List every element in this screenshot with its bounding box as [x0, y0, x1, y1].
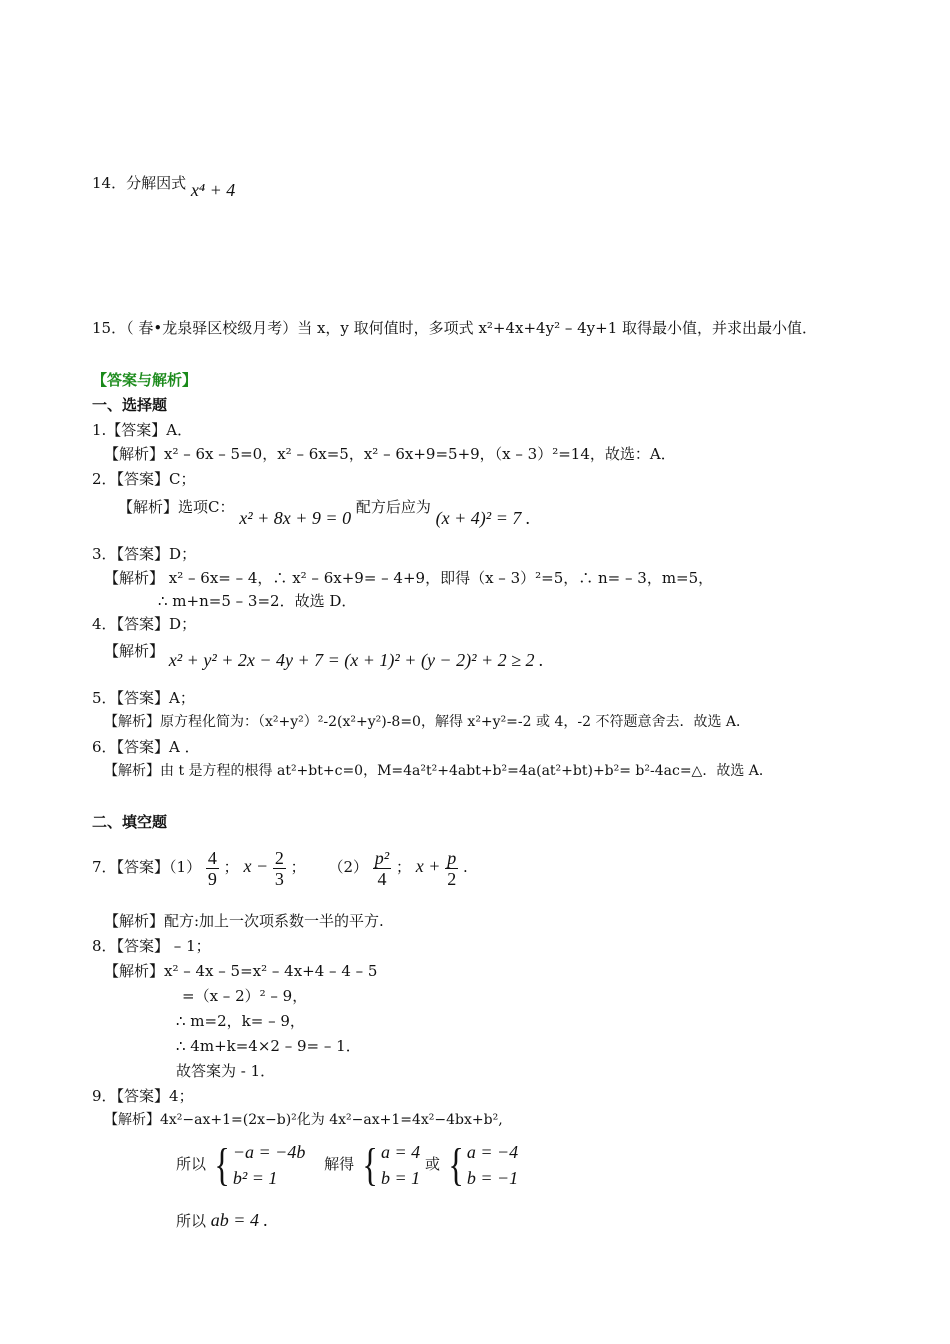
- final-label: 所以: [176, 1212, 207, 1230]
- explanation-3-line2: ∴ m+n=5 – 3=2．故选 D．: [158, 592, 357, 610]
- left-brace: {: [448, 1139, 464, 1190]
- answer-8: 8．【答案】 – 1；: [92, 937, 211, 955]
- answer-1: 1.【答案】A．: [92, 421, 193, 439]
- fraction-4-9: $\frac{4}{9}$: [207, 847, 217, 889]
- explanation-8-line1: 【解析】x² – 4x – 5=x² – 4x+4 – 4 – 5: [104, 962, 378, 980]
- left-brace: {: [214, 1139, 230, 1190]
- answer-4: 4．【答案】D；: [92, 615, 197, 633]
- explanation-9-line1: 【解析】4x²−ax+1=(2x−b)²化为 4x²−ax+1=4x²−4bx+b²,: [104, 1112, 503, 1128]
- answer-9: 9．【答案】4；: [92, 1087, 194, 1105]
- fraction-p2-4: $\frac{\text{p²}}{4}$: [374, 847, 390, 889]
- answer-7: 7．【答案】（1） $\frac{4}{9}$ ； x − $\frac{2}{3}$ ； （2） $\frac{\text{p²}}{4}$ ； x + $\frac{p}{2}$ .: [92, 847, 468, 889]
- answer-5: 5．【答案】A；: [92, 689, 195, 707]
- explanation-5: 【解析】原方程化简为：（x²+y²）²-2(x²+y²)-8=0，解得 x²+y²=-2 或 4，-2 不符题意舍去．故选 A．: [104, 714, 751, 730]
- answer-7-label: 7．【答案】（1）: [92, 858, 202, 876]
- explanation-2: [118, 496, 531, 528]
- explanation-3-line1: 【解析】 x² – 6x= – 4，∴ x² – 6x+9= – 4+9，即得（x – 3）²=5，∴ n= – 3，m=5，: [104, 569, 714, 587]
- section-choice: 一、选择题: [92, 396, 168, 414]
- answer-3: 3．【答案】D；: [92, 545, 197, 563]
- expr-x-minus: x −: [243, 856, 269, 876]
- explanation-8-line2: =（x – 2）² – 9，: [182, 987, 308, 1005]
- explanation-8-line4: ∴ 4m+k=4×2 – 9= – 1．: [176, 1037, 361, 1055]
- explanation-7: 【解析】配方:加上一次项系数一半的平方.: [104, 912, 384, 930]
- explanation-4-label: 【解析】: [104, 642, 165, 660]
- equation-systems: [176, 1136, 518, 1192]
- answer-2: 2．【答案】C；: [92, 470, 196, 488]
- system-1: −a = −4b b² = 1: [232, 1142, 306, 1188]
- system-2: a = 4 b = 1: [381, 1142, 421, 1188]
- system-3: a = −4 b = −1: [466, 1142, 519, 1188]
- equation-2a: x² + 8x + 9 = 0: [239, 508, 352, 528]
- equation-2b: (x + 4)² = 7 .: [435, 508, 531, 528]
- jiede-label: 解得: [324, 1155, 355, 1173]
- suoyi-label: 所以: [176, 1155, 207, 1173]
- answer-7-part2: （2）: [328, 858, 368, 876]
- q14-text: 14．分解因式: [92, 174, 187, 192]
- fraction-2-3: $\frac{2}{3}$: [274, 847, 284, 889]
- explanation-1: 【解析】x² – 6x – 5=0，x² – 6x=5，x² – 6x+9=5+9，（x – 3）²=14，故选：A．: [104, 445, 676, 463]
- left-brace: {: [362, 1139, 378, 1190]
- explanation-8-line5: 故答案为 - 1．: [176, 1062, 276, 1080]
- explanation-6: 【解析】由 t 是方程的根得 at²+bt+c=0，M=4a²t²+4abt+b²=4a(at²+bt)+b²= b²-4ac=△．故选 A．: [104, 763, 773, 779]
- answers-title: 【答案与解析】: [92, 371, 198, 389]
- explanation-2-mid: 配方后应为: [355, 498, 431, 516]
- explanation-4: [104, 640, 544, 670]
- final-conclusion: [176, 1210, 268, 1231]
- fraction-p-2: $\frac{p}{2}$: [447, 847, 457, 889]
- q14-expression: x⁴ + 4: [190, 180, 236, 200]
- final-expression: ab = 4 .: [210, 1210, 268, 1230]
- explanation-8-line3: ∴ m=2，k= – 9，: [176, 1012, 305, 1030]
- huo-label: 或: [424, 1155, 440, 1173]
- answer-6: 6．【答案】A ．: [92, 738, 200, 756]
- explanation-2-label: 【解析】选项C：: [118, 498, 235, 516]
- expr-x-plus: x +: [415, 856, 441, 876]
- equation-4: x² + y² + 2x − 4y + 7 = (x + 1)² + (y − 2)² + 2 ≥ 2 .: [168, 650, 544, 670]
- section-fill-in: 二、填空题: [92, 813, 168, 831]
- question-15: 15．（ 春•龙泉驿区校级月考）当 x，y 取何值时，多项式 x²+4x+4y² – 4y+1 取得最小值，并求出最小值．: [92, 319, 818, 337]
- question-14: [92, 172, 236, 200]
